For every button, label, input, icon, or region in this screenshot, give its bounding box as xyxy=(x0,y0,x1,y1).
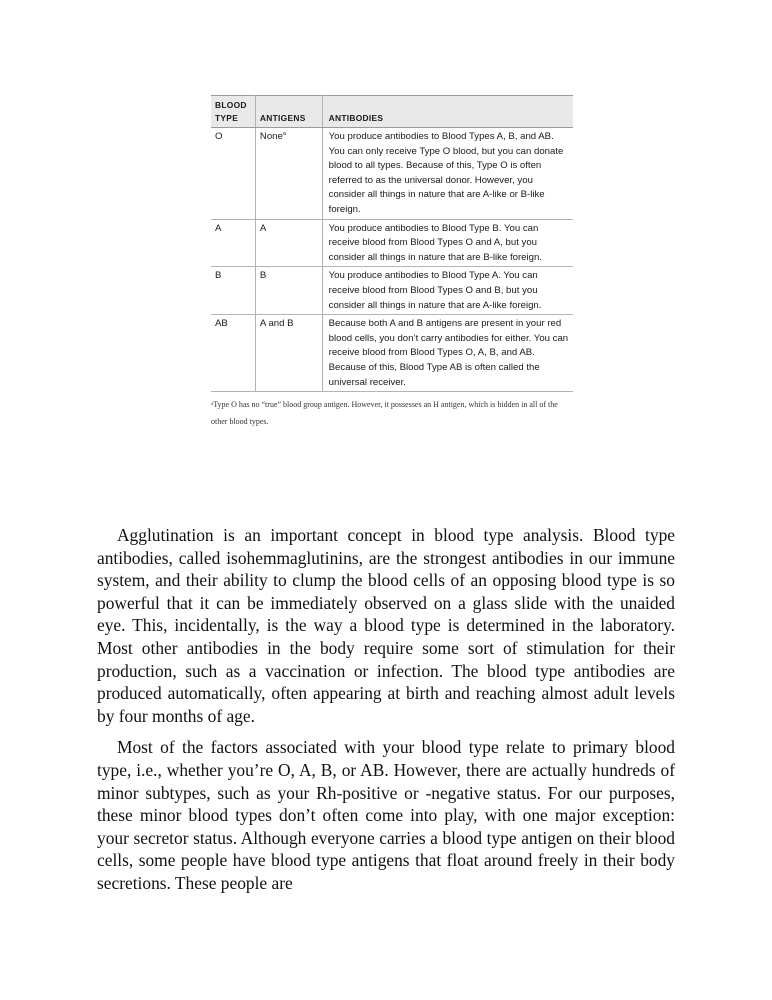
footnote-marker: a xyxy=(282,130,286,137)
cell-blood-type: B xyxy=(211,267,255,315)
cell-blood-type: O xyxy=(211,128,255,220)
table-row-a xyxy=(211,219,573,267)
paragraph-agglutination: Agglutination is an important concept in blood type analysis. Blood type antibodies, called isohemmaglutinins, are the strongest antibodies in our immune system, and their ability to clump the blood cells of an opposing blood type is so powerful that it can be immediately observed on a glass slide with the unaided eye. This, incidentally, is the way a blood type is determined in the laboratory. Most other antibodies in the body require some sort of stimulation for their production, such as a vaccination or infection. The blood type antibodies are produced automatically, often appearing at birth and reaching almost adult levels by four months of age. xyxy=(97,525,675,726)
table-row-o xyxy=(211,128,573,220)
cell-antigens-text: None xyxy=(259,131,283,142)
body-text xyxy=(97,524,675,904)
cell-blood-type: A xyxy=(211,219,255,267)
cell-antigens xyxy=(255,128,322,220)
cell-antigens: A and B xyxy=(255,315,322,392)
table-row-ab xyxy=(211,315,573,392)
cell-antibodies: You produce antibodies to Blood Type B. You can receive blood from Blood Types O and A, but you consider all things in nature that are B-like foreign. xyxy=(322,219,573,267)
header-blood-type: BLOOD TYPE xyxy=(211,96,255,128)
cell-antibodies: Because both A and B antigens are present in your red blood cells, you don’t carry antibodies for either. You can receive blood from Blood Types O, A, B, and AB. Because of this, Blood Type AB is often called the universal receiver. xyxy=(322,315,573,392)
table-footnote: ᵃType O has no “true” blood group antigen. However, it possesses an H antigen, which is hidden in all of the other blood types. xyxy=(211,400,558,427)
paragraph-secretor-status: Most of the factors associated with your blood type relate to primary blood type, i.e., whether you’re O, A, B, or AB. However, there are actually hundreds of minor subtypes, such as your Rh-positive or -negative status. For our purposes, these minor blood types don’t often come into play, with one major exception: your secretor status. Although everyone carries a blood type antigen on their blood cells, some people have blood type antigens that float around freely in their body secretions. These people are xyxy=(97,737,675,893)
cell-antibodies: You produce antibodies to Blood Type A. You can receive blood from Blood Types O and B, but you consider all things in nature that are A-like foreign. xyxy=(322,267,573,315)
header-antibodies: ANTIBODIES xyxy=(322,96,573,128)
cell-antibodies: You produce antibodies to Blood Types A, B, and AB. You can only receive Type O blood, but you can donate blood to all types. Because of this, Type O is often referred to as the universal donor. However, you consider all things in nature that are A-like or B-like foreign. xyxy=(322,128,573,220)
cell-antigens: B xyxy=(255,267,322,315)
table-header-row xyxy=(211,96,573,128)
header-antigens: ANTIGENS xyxy=(255,96,322,128)
table-row-b xyxy=(211,267,573,315)
blood-type-table-figure xyxy=(211,95,573,430)
cell-antigens: A xyxy=(255,219,322,267)
blood-type-table xyxy=(211,95,573,392)
cell-blood-type: AB xyxy=(211,315,255,392)
